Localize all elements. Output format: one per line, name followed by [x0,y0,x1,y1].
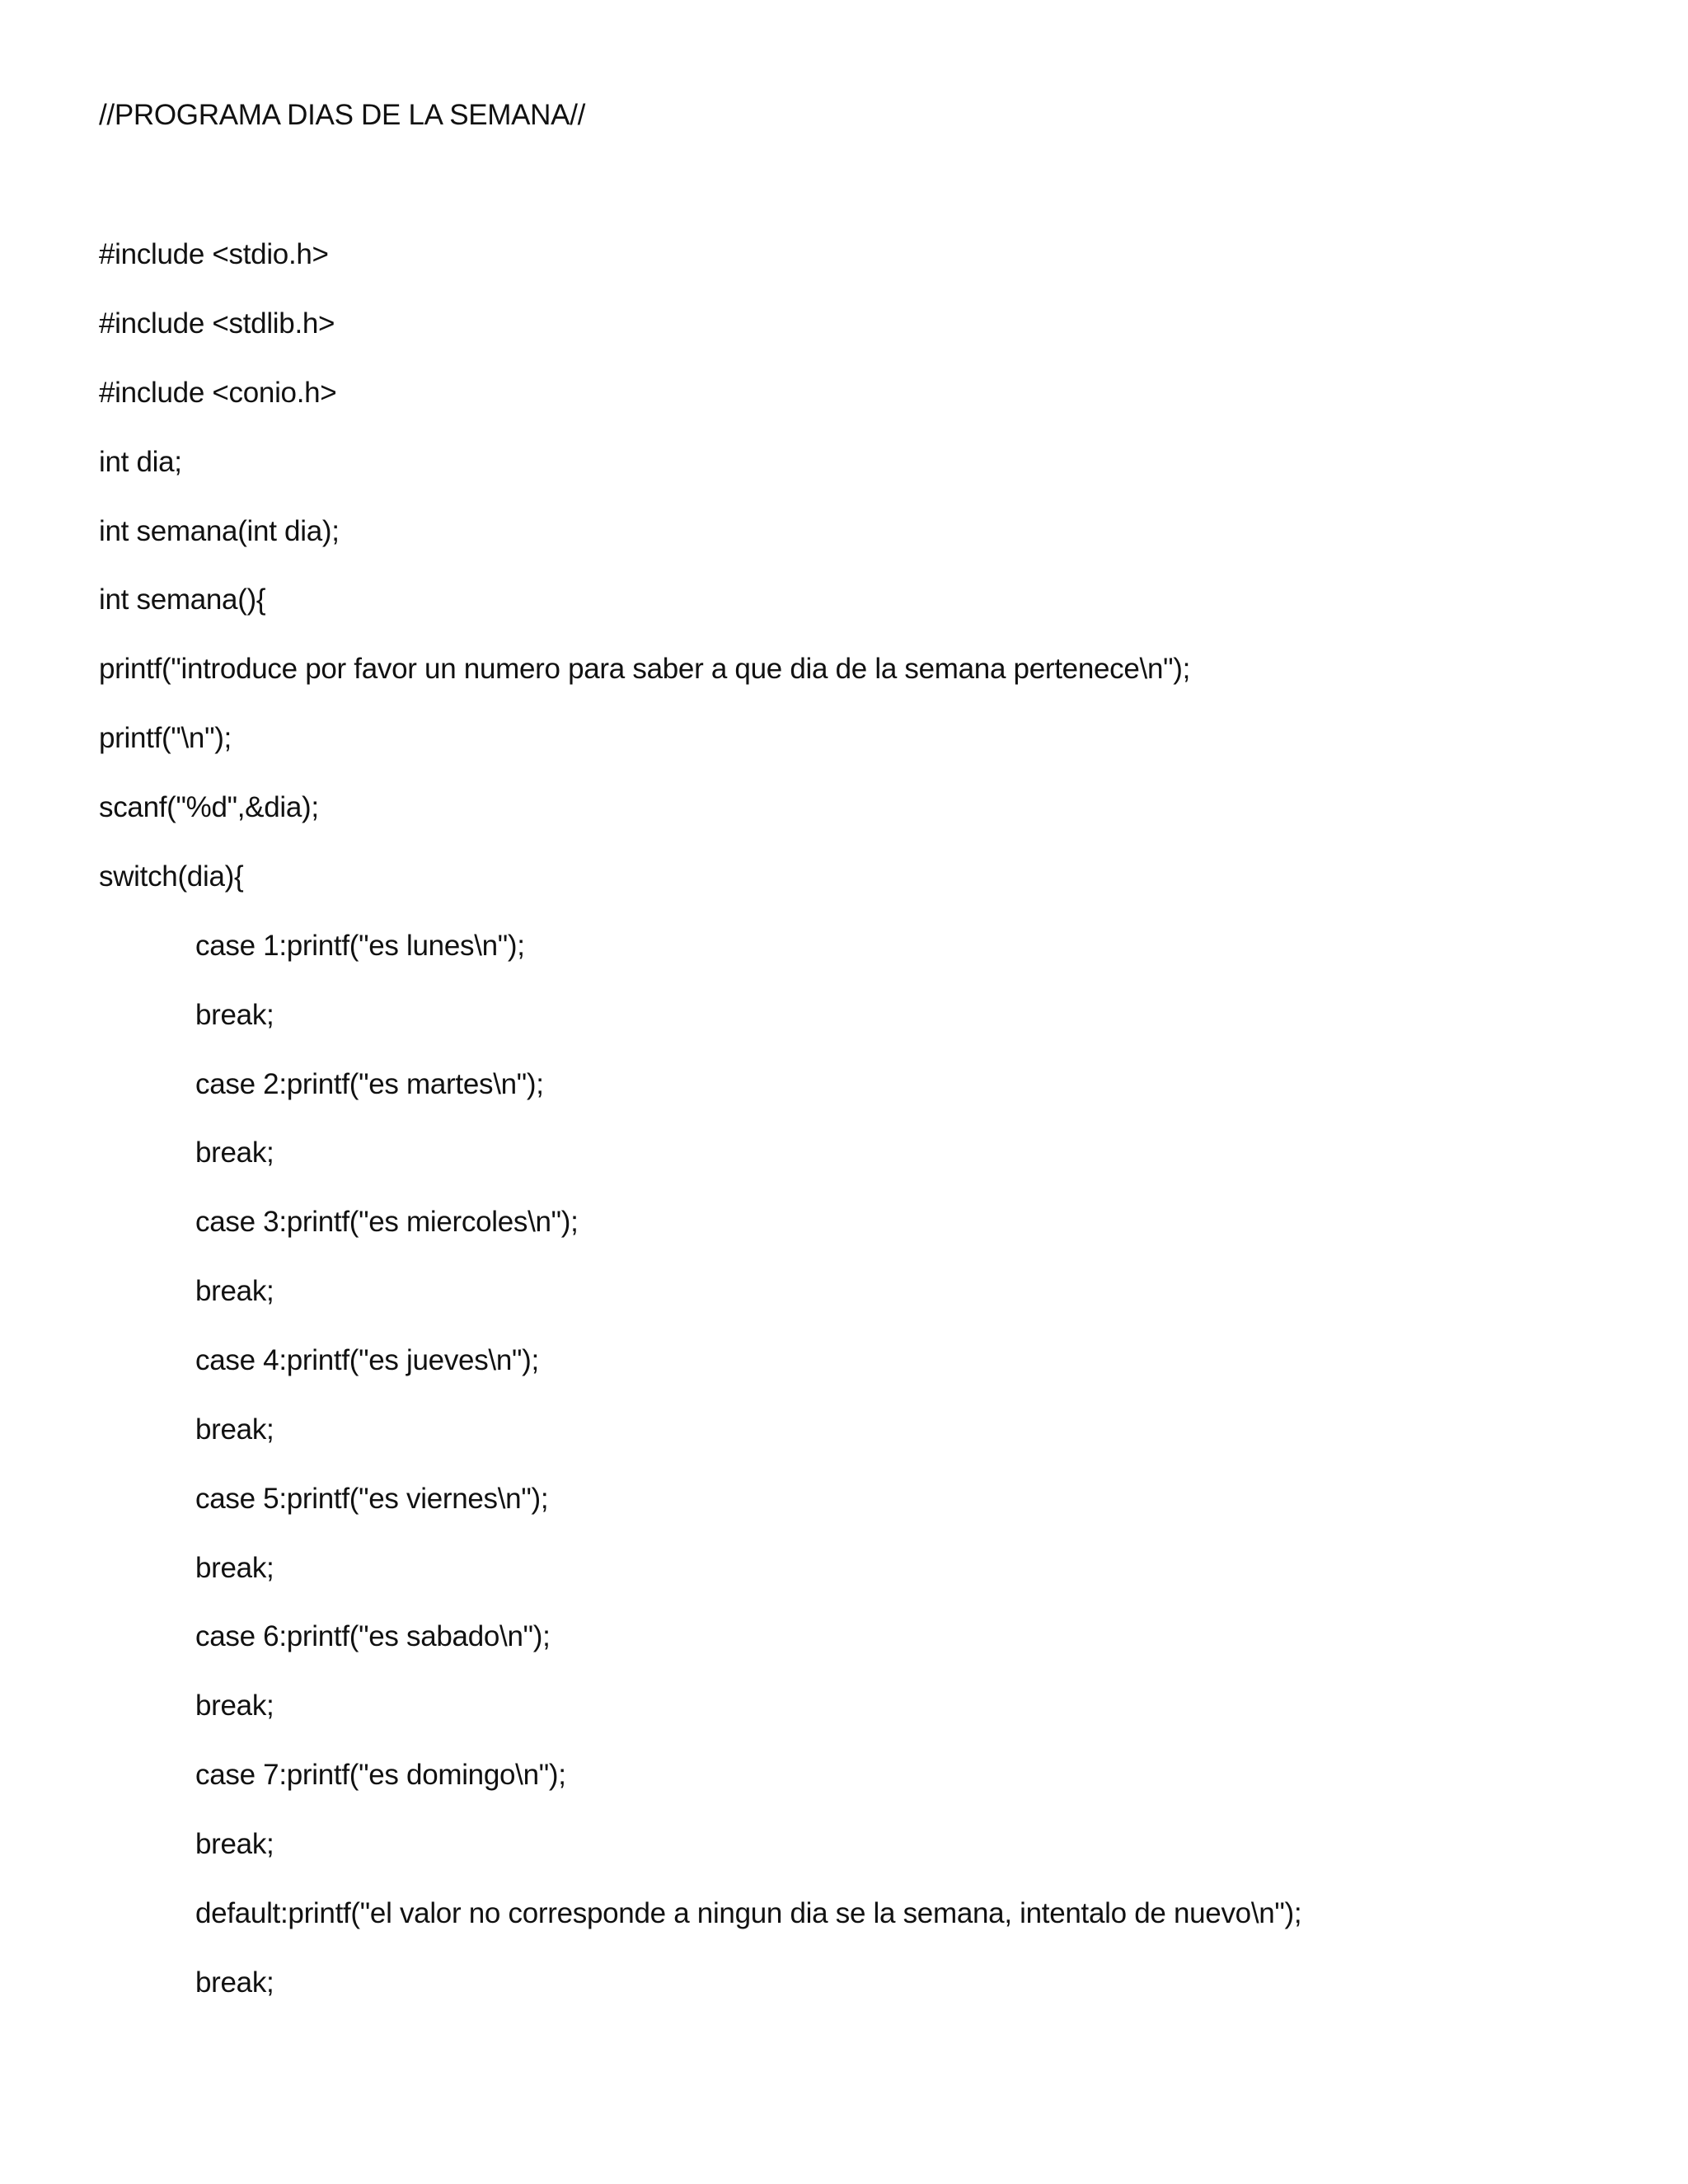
code-line: scanf("%d",&dia); [99,791,319,823]
code-line: break; [195,1413,274,1446]
code-line: printf("introduce por favor un numero para saber a que dia de la semana pertenece\n"); [99,653,1191,685]
code-line: switch(dia){ [99,860,244,893]
code-line: default:printf("el valor no corresponde a ningun dia se la semana, intentalo de nuevo\n"); [195,1897,1302,1929]
code-line: int semana(){ [99,583,266,616]
document-title: //PROGRAMA DIAS DE LA SEMANA// [99,99,586,131]
code-line: int semana(int dia); [99,515,340,547]
code-line: break; [195,1828,274,1860]
code-line: case 1:printf("es lunes\n"); [195,930,525,962]
code-line: case 5:printf("es viernes\n"); [195,1483,549,1515]
code-line: case 4:printf("es jueves\n"); [195,1344,539,1376]
code-line: break; [195,999,274,1031]
code-line: case 6:printf("es sabado\n"); [195,1620,551,1652]
code-line: case 7:printf("es domingo\n"); [195,1759,566,1791]
code-line: #include <conio.h> [99,377,337,409]
code-line: #include <stdio.h> [99,238,329,270]
code-line: case 2:printf("es martes\n"); [195,1068,544,1100]
code-line: break; [195,1966,274,1999]
code-line: break; [195,1552,274,1584]
code-line: case 3:printf("es miercoles\n"); [195,1206,579,1238]
code-line: break; [195,1690,274,1722]
code-line: #include <stdlib.h> [99,307,335,340]
code-line: int dia; [99,446,182,478]
code-line: break; [195,1275,274,1307]
code-line: printf("\n"); [99,722,232,754]
code-line: break; [195,1137,274,1169]
